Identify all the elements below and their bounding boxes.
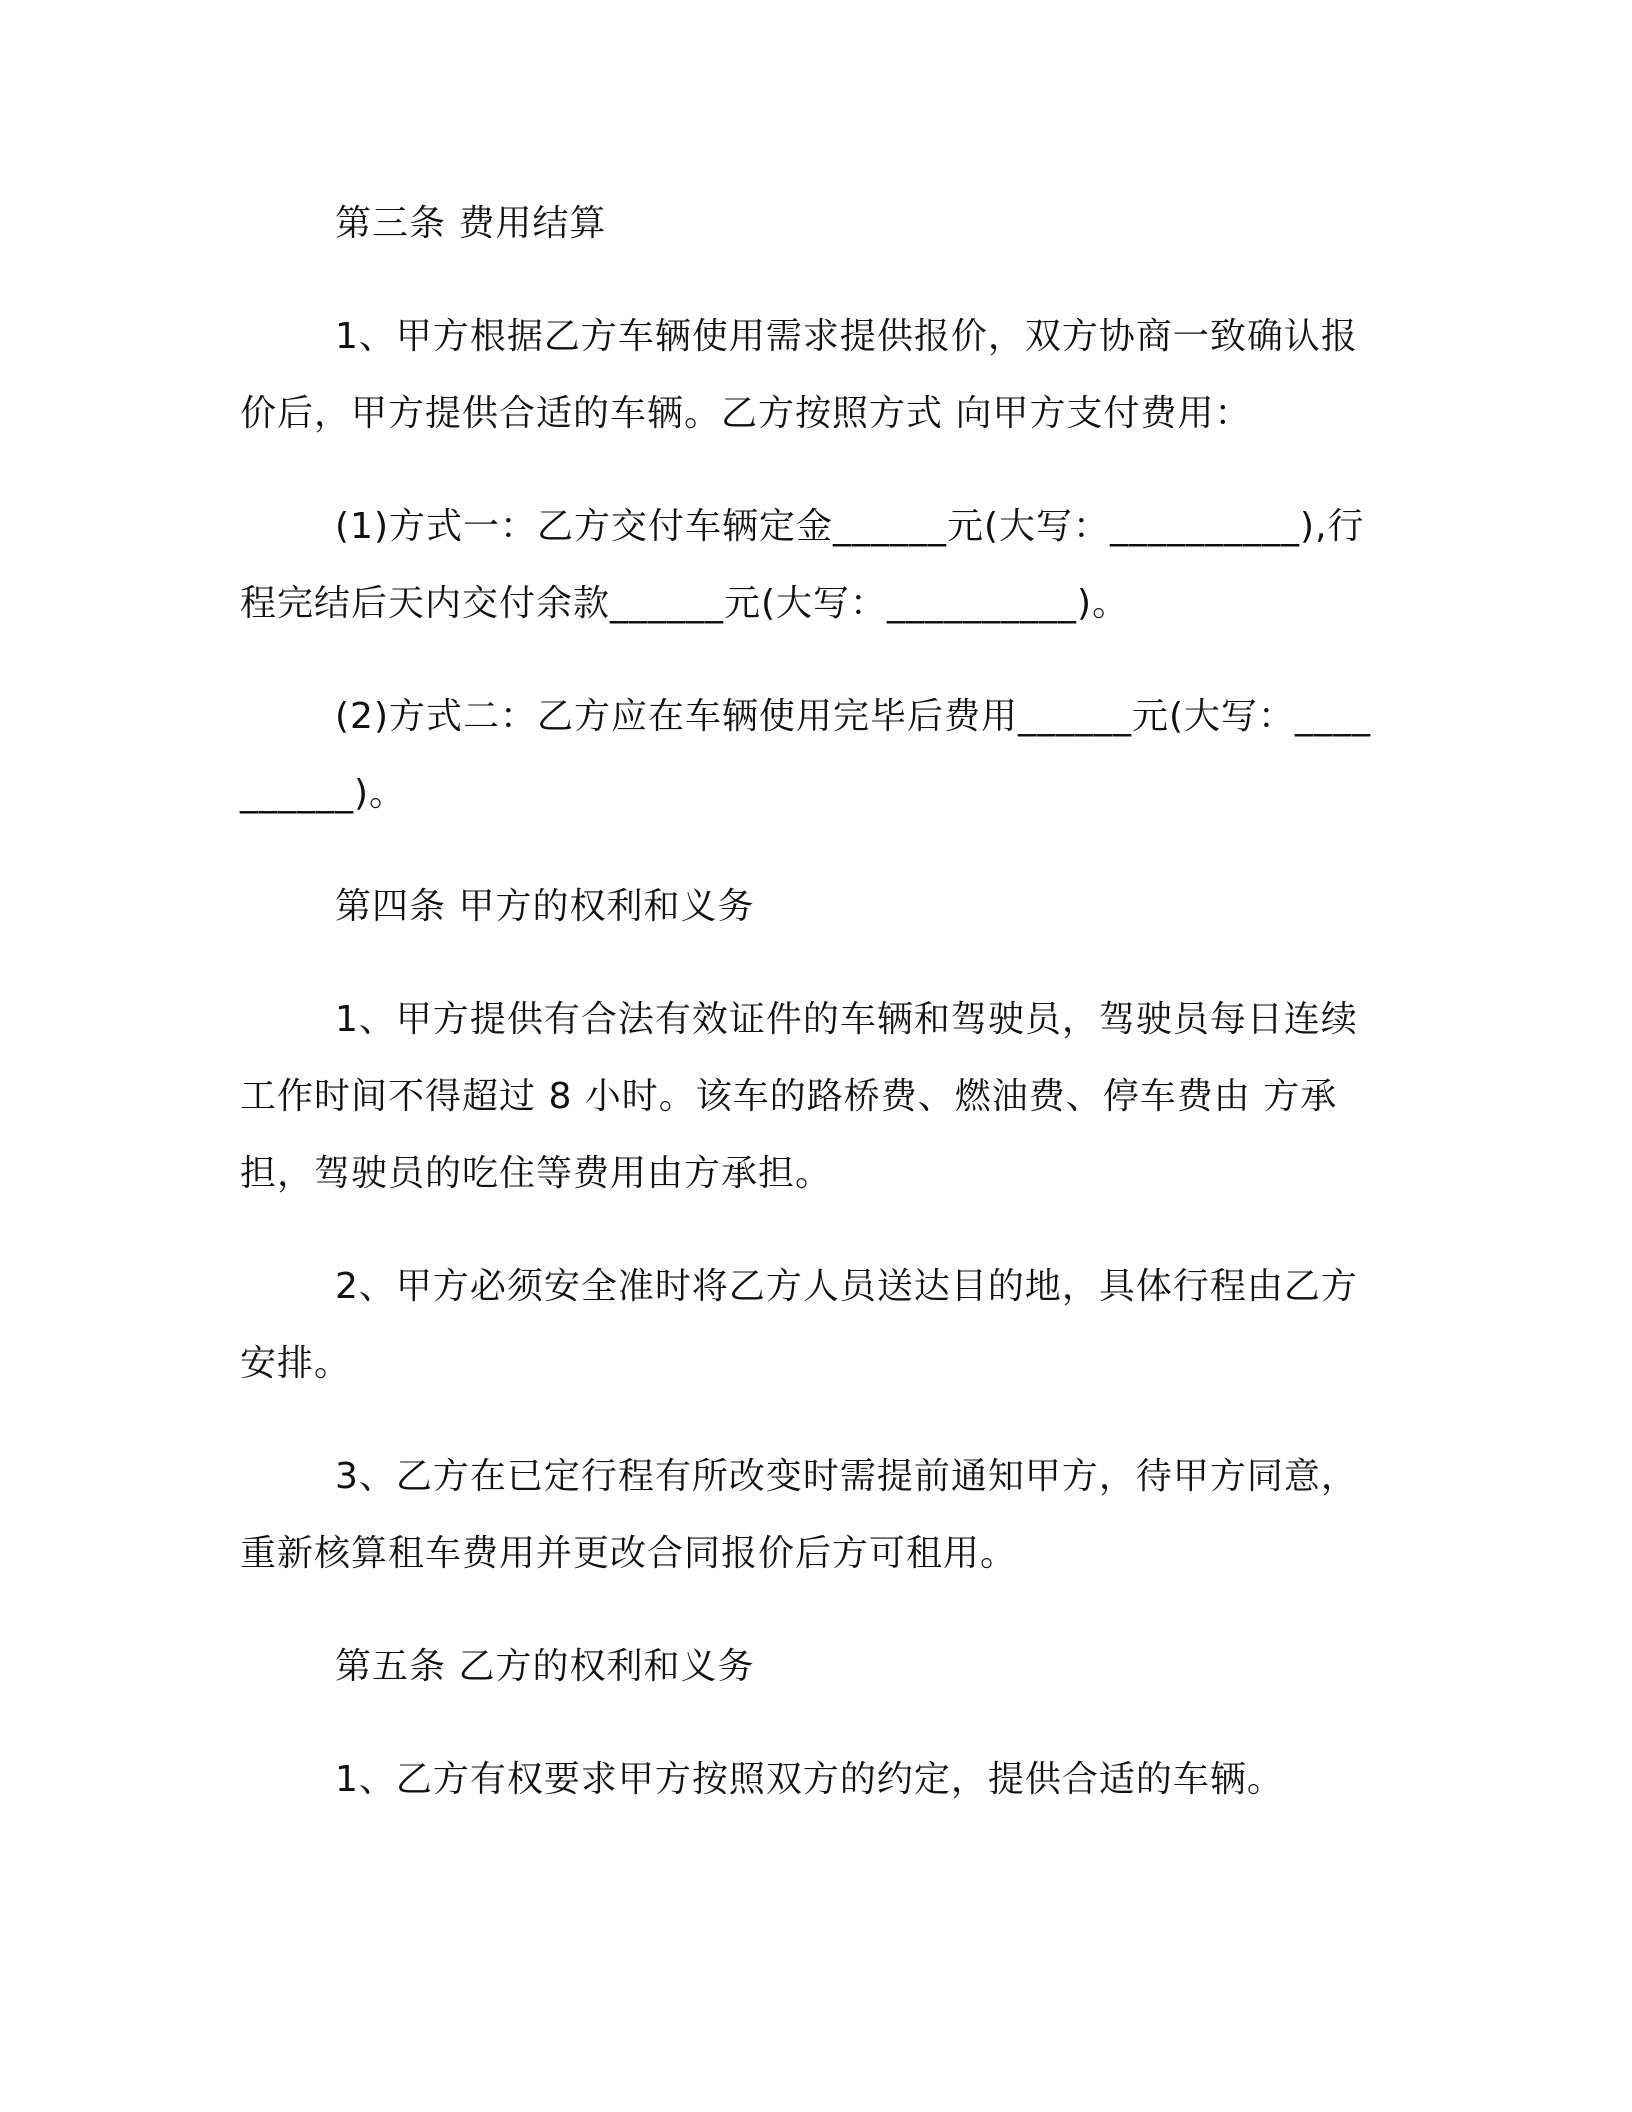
paragraph: 3、乙方在已定行程有所改变时需提前通知甲方，待甲方同意，重新核算租车费用并更改合同报价后方可租用。	[240, 1456, 1358, 1574]
paragraph: (2)方式二：乙方应在车辆使用完毕后费用______元(大写：__________)。	[240, 696, 1372, 814]
section-heading-5: 第五条 乙方的权利和义务	[335, 1646, 755, 1687]
paragraph: 1、甲方提供有合法有效证件的车辆和驾驶员，驾驶员每日连续工作时间不得超过 8 小时。该车的路桥费、燃油费、停车费由 方承担，驾驶员的吃住等费用由方承担。	[240, 999, 1358, 1194]
paragraph: 1、甲方根据乙方车辆使用需求提供报价，双方协商一致确认报价后，甲方提供合适的车辆。乙方按照方式 向甲方支付费用：	[240, 316, 1358, 434]
paragraph: (1)方式一：乙方交付车辆定金______元(大写：__________),行程完结后天内交付余款______元(大写：__________)。	[240, 506, 1365, 624]
paragraph: 1、乙方有权要求甲方按照双方的约定，提供合适的车辆。	[335, 1759, 1284, 1800]
paragraph: 2、甲方必须安全准时将乙方人员送达目的地，具体行程由乙方安排。	[240, 1266, 1358, 1384]
section-heading-4: 第四条 甲方的权利和义务	[335, 886, 755, 927]
section-heading-3: 第三条 费用结算	[335, 203, 607, 244]
document-body	[240, 185, 1380, 1854]
